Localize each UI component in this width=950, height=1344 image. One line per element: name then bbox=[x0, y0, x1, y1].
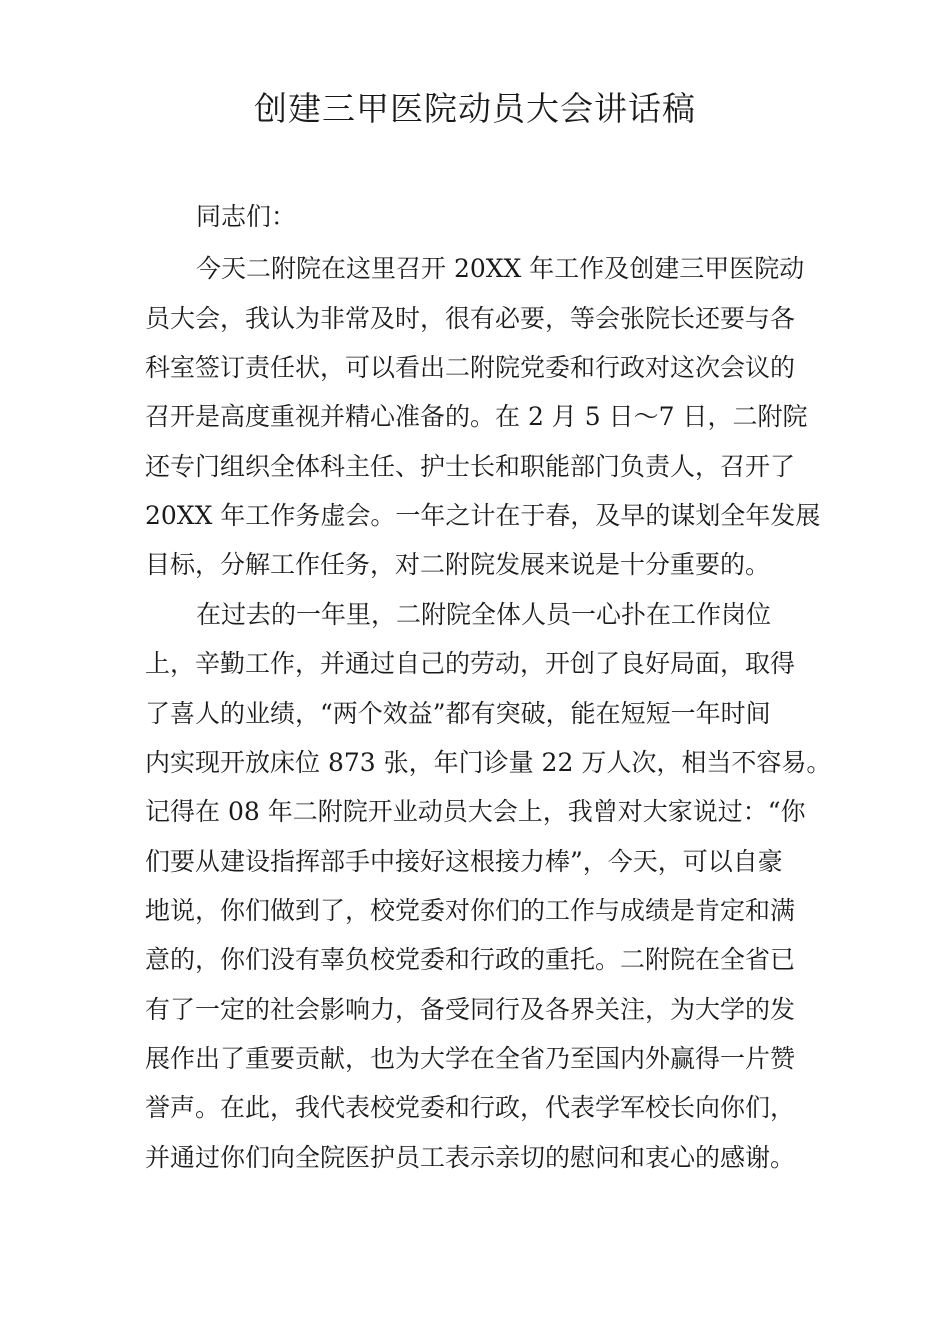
paragraph-1-line: 员大会，我认为非常及时，很有必要，等会张院长还要与各 bbox=[145, 304, 796, 333]
paragraph-2-line: 在过去的一年里，二附院全体人员一心扑在工作岗位 bbox=[196, 600, 772, 629]
paragraph-2-line: 展作出了重要贡献，也为大学在全省乃至国内外赢得一片赞 bbox=[145, 1044, 796, 1073]
paragraph-2-line: 有了一定的社会影响力，备受同行及各界关注，为大学的发 bbox=[145, 995, 796, 1024]
paragraph-2-line: 誉声。在此，我代表校党委和行政，代表学军校长向你们， bbox=[145, 1093, 796, 1122]
salutation-line: 同志们： bbox=[196, 202, 297, 231]
paragraph-1-line: 目标，分解工作任务，对二附院发展来说是十分重要的。 bbox=[145, 550, 771, 579]
paragraph-1-line: 科室签订责任状，可以看出二附院党委和行政对这次会议的 bbox=[145, 353, 796, 382]
paragraph-1-line: 召开是高度重视并精心准备的。在 2 月 5 日～7 日，二附院 bbox=[145, 402, 808, 431]
paragraph-2-line: 并通过你们向全院医护员工表示亲切的慰问和衷心的感谢。 bbox=[145, 1143, 796, 1172]
paragraph-1-line: 今天二附院在这里召开 20XX 年工作及创建三甲医院动 bbox=[196, 254, 805, 283]
document-title: 创建三甲医院动员大会讲话稿 bbox=[254, 89, 696, 128]
paragraph-2-line: 意的，你们没有辜负校党委和行政的重托。二附院在全省已 bbox=[145, 945, 796, 974]
paragraph-2-line: 地说，你们做到了，校党委对你们的工作与成绩是肯定和满 bbox=[145, 896, 796, 925]
paragraph-2-line: 了喜人的业绩，“两个效益”都有突破，能在短短一年时间 bbox=[145, 699, 771, 728]
paragraph-2-line: 们要从建设指挥部手中接好这根接力棒”，今天，可以自豪 bbox=[145, 847, 783, 876]
paragraph-1-line: 还专门组织全体科主任、护士长和职能部门负责人，召开了 bbox=[145, 452, 796, 481]
paragraph-2-line: 上，辛勤工作，并通过自己的劳动，开创了良好局面，取得 bbox=[145, 649, 796, 678]
paragraph-1-line: 20XX 年工作务虚会。一年之计在于春，及早的谋划全年发展 bbox=[145, 501, 821, 530]
paragraph-2-line: 记得在 08 年二附院开业动员大会上，我曾对大家说过：“你 bbox=[145, 797, 806, 826]
paragraph-2-line: 内实现开放床位 873 张，年门诊量 22 万人次，相当不容易。 bbox=[145, 748, 832, 777]
